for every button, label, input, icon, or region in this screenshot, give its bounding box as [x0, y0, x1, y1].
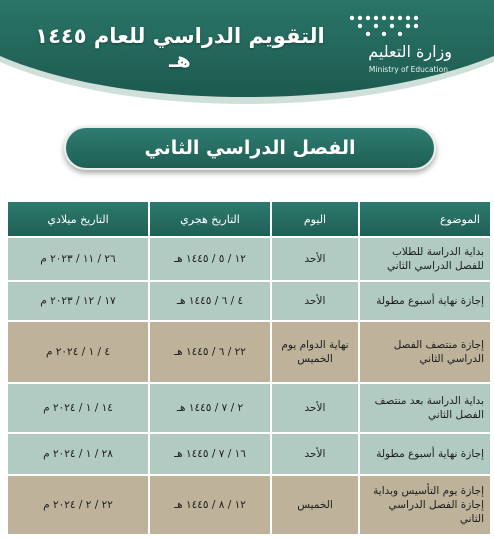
row-gregorian-date: ١٤ / ١ / ٢٠٢٤ م	[8, 384, 148, 432]
column-header-day: اليوم	[272, 202, 358, 236]
page-title: التقويم الدراسي للعام ١٤٤٥ هـ	[35, 24, 325, 72]
row-gregorian-date: ٢٦ / ١١ / ٢٠٢٣ م	[8, 238, 148, 280]
row-subject: إجازة نهاية أسبوع مطولة	[360, 282, 490, 320]
term-title-pill	[64, 126, 436, 170]
row-day: نهاية الدوام يوم الخميس	[272, 322, 358, 382]
row-day: الأحد	[272, 434, 358, 474]
row-hijri-date: ١٢ / ٨ / ١٤٤٥ هـ	[150, 476, 270, 534]
row-hijri-date: ٢ / ٧ / ١٤٤٥ هـ	[150, 384, 270, 432]
calendar-table-wrapper	[6, 200, 488, 536]
row-day: الأحد	[272, 282, 358, 320]
column-header-subject: الموضوع	[360, 202, 490, 236]
calendar-table	[6, 200, 492, 536]
table-row	[8, 384, 490, 432]
table-row	[8, 322, 490, 382]
table-row	[8, 476, 490, 534]
row-gregorian-date: ٤ / ١ / ٢٠٢٤ م	[8, 322, 148, 382]
row-hijri-date: ٢٢ / ٦ / ١٤٤٥ هـ	[150, 322, 270, 382]
row-day: الخميس	[272, 476, 358, 534]
table-row	[8, 282, 490, 320]
ministry-name-english: Ministry of Education	[368, 65, 448, 74]
term-title: الفصل الدراسي الثاني	[144, 137, 356, 159]
row-subject: إجازة يوم التأسيس وبداية إجازة الفصل الدراسي الثاني	[360, 476, 490, 534]
row-hijri-date: ١٦ / ٧ / ١٤٤٥ هـ	[150, 434, 270, 474]
column-header-gregorian-date: التاريخ ميلادي	[8, 202, 148, 236]
row-subject: إجازة نهاية أسبوع مطولة	[360, 434, 490, 474]
ministry-logo	[346, 12, 466, 82]
row-subject: بداية الدراسة بعد منتصف الفصل الثاني	[360, 384, 490, 432]
table-header-row	[8, 202, 490, 236]
column-header-hijri-date: التاريخ هجري	[150, 202, 270, 236]
table-row	[8, 434, 490, 474]
row-gregorian-date: ٢٢ / ٢ / ٢٠٢٤ م	[8, 476, 148, 534]
row-day: الأحد	[272, 238, 358, 280]
row-gregorian-date: ٢٨ / ١ / ٢٠٢٤ م	[8, 434, 148, 474]
row-gregorian-date: ١٧ / ١٢ / ٢٠٢٣ م	[8, 282, 148, 320]
row-day: الأحد	[272, 384, 358, 432]
ministry-dots-icon	[346, 14, 426, 38]
row-hijri-date: ٤ / ٦ / ١٤٤٥ هـ	[150, 282, 270, 320]
ministry-name-arabic: وزارة التعليم	[368, 42, 452, 61]
row-hijri-date: ١٢ / ٥ / ١٤٤٥ هـ	[150, 238, 270, 280]
row-subject: إجازة منتصف الفصل الدراسي الثاني	[360, 322, 490, 382]
row-subject: بداية الدراسة للطلاب للفصل الدراسي الثاني	[360, 238, 490, 280]
table-row	[8, 238, 490, 280]
header-banner	[0, 0, 494, 105]
